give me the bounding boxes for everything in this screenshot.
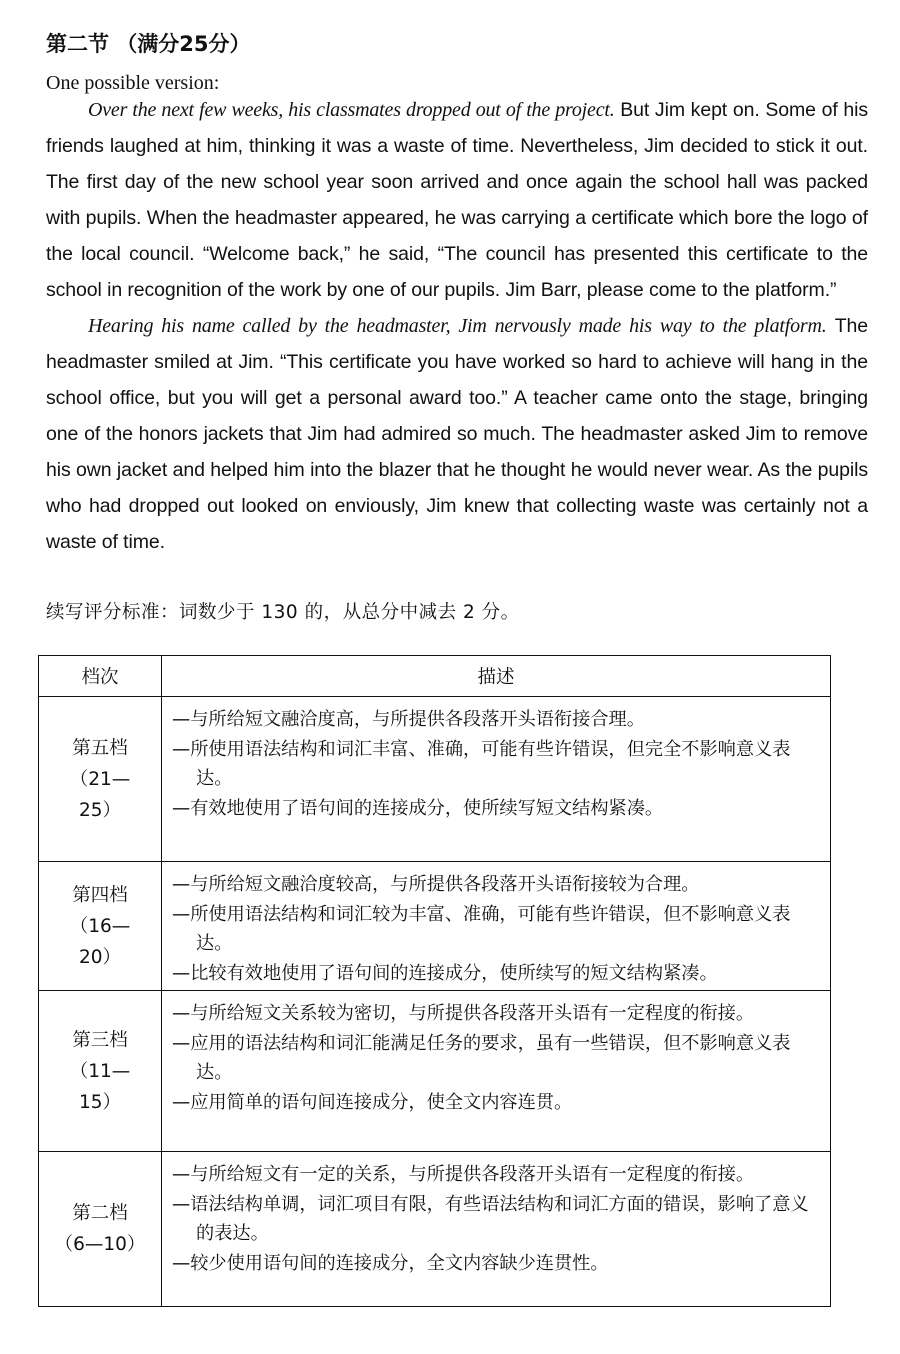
table-row bbox=[39, 697, 831, 862]
level-range: 15） bbox=[78, 1091, 122, 1113]
criterion-item: —语法结构单调，词汇项目有限，有些语法结构和词汇方面的错误，影响了意义的表达。 bbox=[172, 1193, 809, 1244]
level-name: 第五档 bbox=[72, 737, 128, 759]
description-cell bbox=[162, 1152, 831, 1307]
table-header-row bbox=[39, 656, 831, 697]
sample-essay bbox=[46, 92, 868, 560]
criterion-item: —有效地使用了语句间的连接成分，使所续写短文结构紧凑。 bbox=[172, 797, 664, 819]
level-range: 20） bbox=[78, 946, 122, 968]
level-range: （6—10） bbox=[54, 1234, 146, 1255]
level-cell bbox=[39, 1152, 162, 1307]
criterion-item: —与所给短文融洽度高，与所提供各段落开头语衔接合理。 bbox=[172, 709, 645, 730]
paragraph-2-lead: Hearing his name called by the headmaster, Jim nervously made his way to the platform. bbox=[88, 315, 827, 337]
scoring-rubric-table bbox=[38, 655, 831, 1307]
criterion-item: —与所给短文有一定的关系，与所提供各段落开头语有一定程度的衔接。 bbox=[172, 1164, 755, 1185]
section-title: 第二节 （满分25分） bbox=[46, 32, 251, 56]
criterion-item: —应用的语法结构和词汇能满足任务的要求，虽有一些错误，但不影响意义表达。 bbox=[172, 1032, 791, 1083]
description-cell bbox=[162, 862, 831, 991]
paragraph-1-lead: Over the next few weeks, his classmates dropped out of the project. bbox=[88, 99, 615, 121]
table-row bbox=[39, 1152, 831, 1307]
level-range: （11— bbox=[69, 1060, 131, 1082]
criterion-item: —所使用语法结构和词汇较为丰富、准确，可能有些许错误，但不影响意义表达。 bbox=[172, 903, 791, 954]
scoring-rule-note: 续写评分标准：词数少于 130 的，从总分中减去 2 分。 bbox=[46, 602, 520, 623]
criterion-item: —与所给短文关系较为密切，与所提供各段落开头语有一定程度的衔接。 bbox=[172, 1003, 755, 1024]
header-description: 描述 bbox=[162, 656, 831, 697]
description-cell bbox=[162, 991, 831, 1152]
criterion-item: —与所给短文融洽度较高，与所提供各段落开头语衔接较为合理。 bbox=[172, 874, 700, 895]
level-range: （16— bbox=[69, 915, 131, 937]
paragraph-1-body: But Jim kept on. Some of his friends laughed at him, thinking it was a waste of time. Nevertheless, Jim decided to stick it out. The first day of the new school year soon arrived and once again the school hall was packed with pupils. When the headmaster appeared, he was carrying a certificate which bore the logo of the local council. “Welcome back,” he said, “The council has presented this certificate to the school in recognition of the work by one of our pupils. Jim Barr, please come to the platform.” bbox=[46, 99, 869, 301]
criterion-item: —较少使用语句间的连接成分，全文内容缺少连贯性。 bbox=[172, 1252, 609, 1274]
paragraph-2-body: The headmaster smiled at Jim. “This certificate you have worked so hard to achieve will hang in the school office, but you will get a personal award too.” A teacher came onto the stage, bringing one of the honors jackets that Jim had admired so much. The headmaster asked Jim to remove his own jacket and helped him into the blazer that he thought he would never wear. As the pupils who had dropped out looked on enviously, Jim knew that collecting waste was certainly not a waste of time. bbox=[46, 315, 868, 553]
level-range: （21— bbox=[69, 768, 131, 790]
table-row bbox=[39, 991, 831, 1152]
level-cell bbox=[39, 862, 162, 991]
criterion-item: —应用简单的语句间连接成分，使全文内容连贯。 bbox=[172, 1091, 573, 1113]
criterion-item: —所使用语法结构和词汇丰富、准确，可能有些许错误，但完全不影响意义表达。 bbox=[172, 738, 791, 789]
level-cell bbox=[39, 697, 162, 862]
header-level: 档次 bbox=[39, 656, 162, 697]
level-name: 第四档 bbox=[72, 884, 128, 906]
level-name: 第三档 bbox=[72, 1029, 128, 1051]
description-cell bbox=[162, 697, 831, 862]
level-range: 25） bbox=[78, 799, 122, 821]
level-cell bbox=[39, 991, 162, 1152]
table-row bbox=[39, 862, 831, 991]
essay-paragraph-1 bbox=[46, 92, 868, 308]
criterion-item: —比较有效地使用了语句间的连接成分，使所续写的短文结构紧凑。 bbox=[172, 962, 718, 984]
intro-line: One possible version: bbox=[46, 72, 220, 94]
essay-paragraph-2 bbox=[46, 308, 868, 560]
level-name: 第二档 bbox=[72, 1203, 128, 1224]
